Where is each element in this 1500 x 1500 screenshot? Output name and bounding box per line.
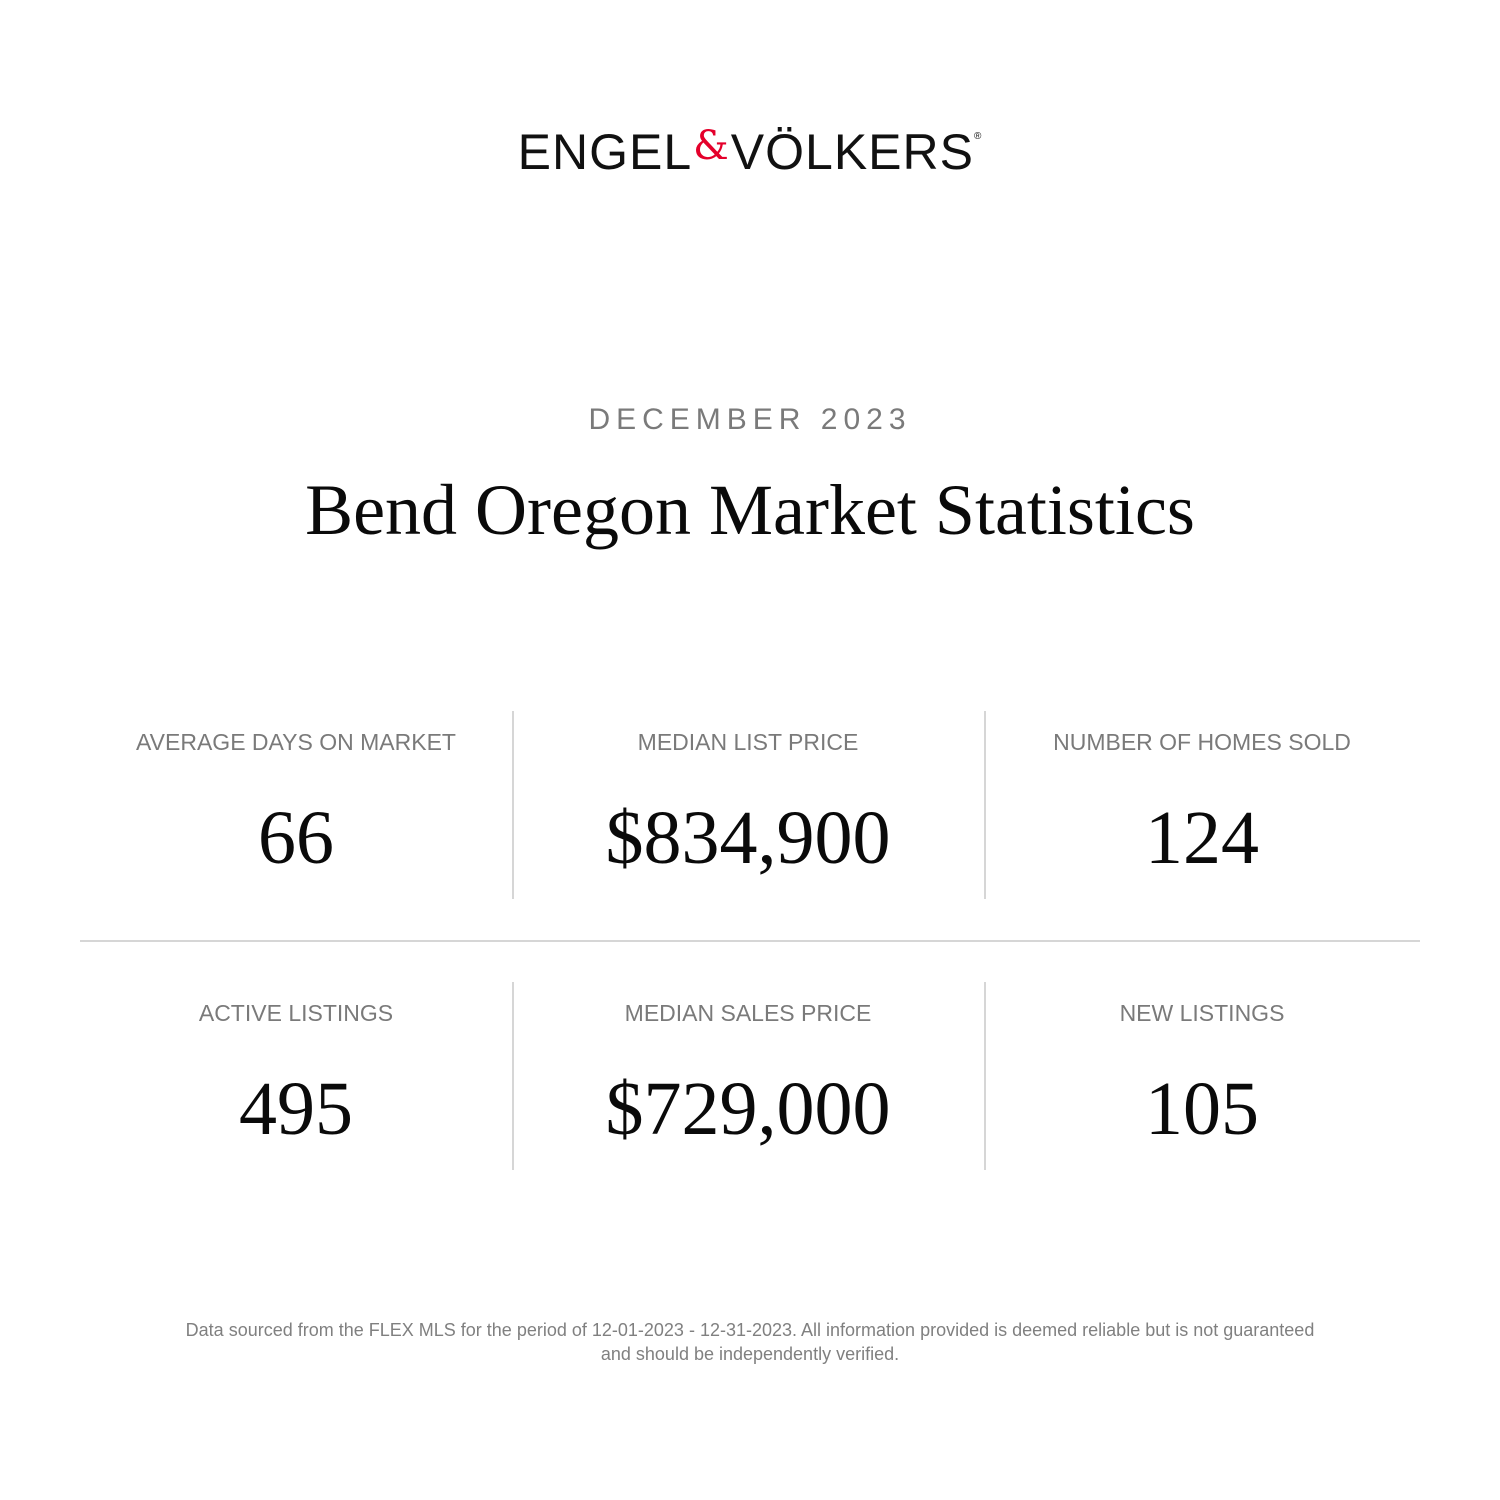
stat-value: 105: [1145, 1067, 1259, 1151]
stats-row-2: [80, 982, 1420, 1170]
stat-number-of-homes-sold: [984, 711, 1420, 899]
stat-label: MEDIAN LIST PRICE: [637, 729, 859, 755]
stat-median-sales-price: [512, 982, 984, 1170]
stat-value: 495: [239, 1067, 353, 1151]
stat-label: ACTIVE LISTINGS: [198, 1000, 394, 1026]
stat-new-listings: [984, 982, 1420, 1170]
report-period: DECEMBER 2023: [588, 403, 912, 436]
row-divider: [80, 940, 1420, 942]
stat-value: $834,900: [605, 796, 891, 880]
registered-mark-icon: ®: [973, 131, 983, 142]
brand-name-part1: ENGEL: [517, 124, 693, 180]
stat-value: 124: [1145, 796, 1259, 880]
brand-logo: [0, 122, 1500, 197]
stat-value: 66: [258, 796, 334, 880]
brand-name-part2: VÖLKERS: [730, 124, 974, 180]
stat-value: $729,000: [605, 1067, 891, 1151]
disclaimer-line-2: and should be independently verified.: [600, 1344, 900, 1364]
brand-ampersand: &: [693, 123, 730, 169]
page-title: Bend Oregon Market Statistics: [305, 470, 1195, 550]
stat-average-days-on-market: [80, 711, 512, 899]
stats-row-1: [80, 711, 1420, 899]
stat-active-listings: [80, 982, 512, 1170]
stat-label: AVERAGE DAYS ON MARKET: [136, 729, 456, 755]
disclaimer-line-1: Data sourced from the FLEX MLS for the period of 12-01-2023 - 12-31-2023. All information provided is deemed reliable but is not guaranteed: [185, 1320, 1315, 1340]
data-disclaimer: [120, 1318, 1380, 1366]
stat-label: NEW LISTINGS: [1119, 1000, 1285, 1026]
stat-label: MEDIAN SALES PRICE: [624, 1000, 872, 1026]
stat-median-list-price: [512, 711, 984, 899]
stat-label: NUMBER OF HOMES SOLD: [1053, 729, 1351, 755]
